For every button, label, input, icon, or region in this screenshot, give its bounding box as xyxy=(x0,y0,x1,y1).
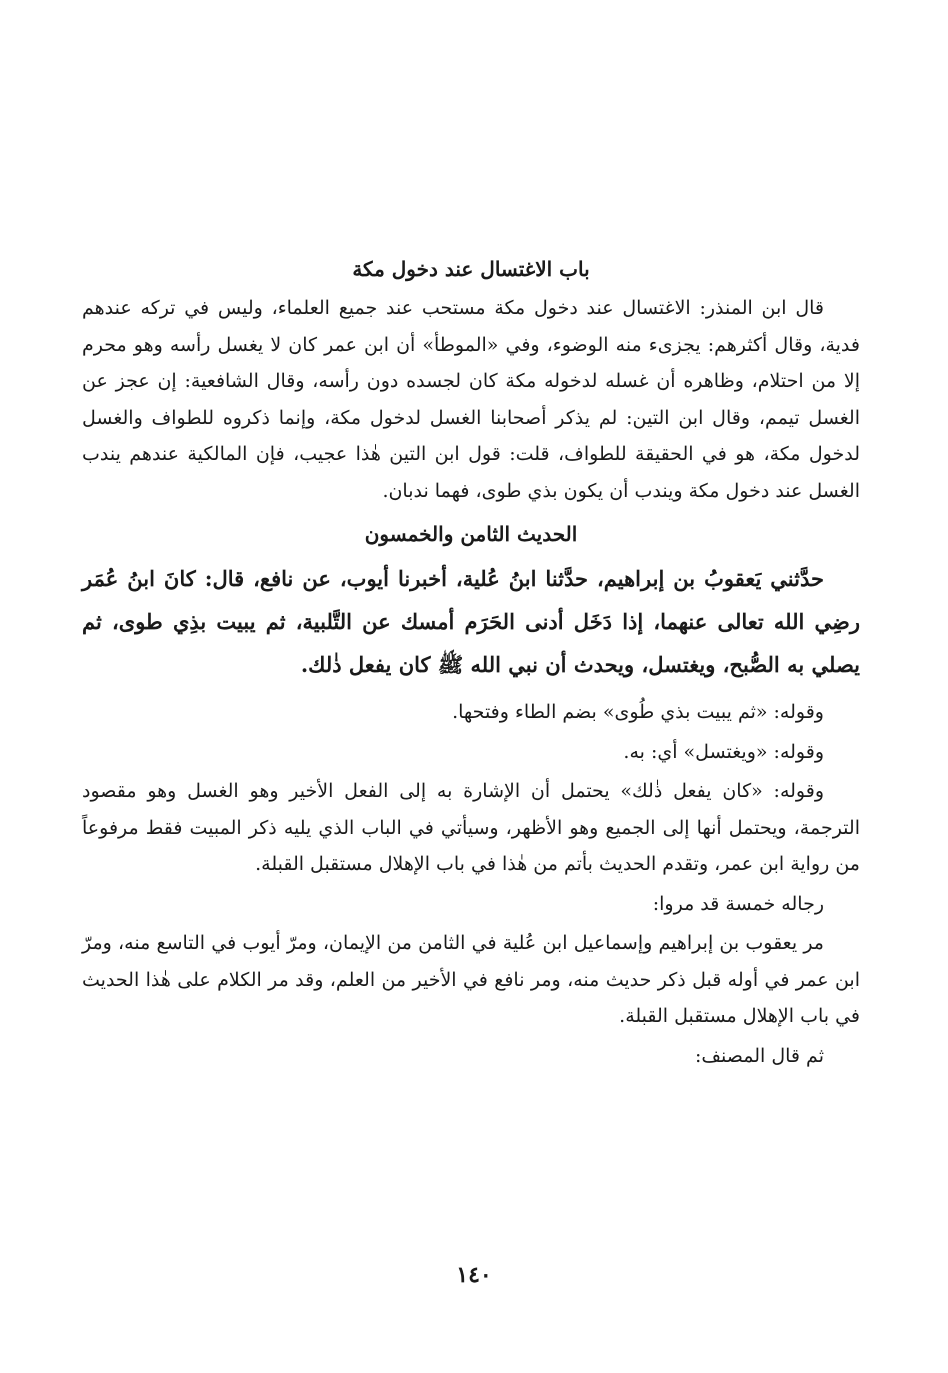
chapter-heading: باب الاغتسال عند دخول مكة xyxy=(352,257,590,281)
hadith-text: حدَّثني يَعقوبُ بن إبراهيم، حدَّثنا ابنُ عُلية، أخبرنا أيوب، عن نافع، قال: كانَ ابنُ عُمَر رضِي الله تعالى عنهما، إذا دَخَل أدنى الحَرَم أمسك عن التَّلبية، ثم يبيت بذِي طوى، ثم يصلي به الصُّبح، ويغتسل، ويحدث أن نبي الله ﷺ كان يفعل ذٰلك. xyxy=(82,566,860,677)
page-body xyxy=(82,252,860,1074)
narrators-heading: رجاله خمسة قد مروا: xyxy=(652,892,824,915)
note-kana-yafal: وقوله: «كان يفعل ذٰلك» يحتمل أن الإشارة به إلى الفعل الأخير وهو الغسل وهو مقصود الترجمة، ويحتمل أنها إلى الجميع وهو الأظهر، وسيأتي في الباب الذي يليه ذكر المبيت فقط مرفوعاً من رواية ابن عمر، وتقدم الحديث بأتم من هٰذا في باب الإهلال مستقبل القبلة. xyxy=(82,780,860,875)
page-number: ١٤٠ xyxy=(456,1262,492,1288)
closing-line: ثم قال المصنف: xyxy=(694,1044,824,1067)
hadith-heading: الحديث الثامن والخمسون xyxy=(364,522,578,546)
note-tuwa: وقوله: «ثم يبيت بذي طُوى» بضم الطاء وفتحها. xyxy=(452,701,824,723)
narrators-paragraph: مر يعقوب بن إبراهيم وإسماعيل ابن عُلية في الثامن من الإيمان، ومرّ أيوب في التاسع منه، ومرّ ابن عمر في أوله قبل ذكر حديث منه، ومر نافع في الأخير من العلم، وقد مر الكلام على هٰذا الحديث في باب الإهلال مستقبل القبلة. xyxy=(82,932,860,1027)
note-yaghtasil: وقوله: «ويغتسل» أي: به. xyxy=(623,740,824,763)
intro-paragraph: قال ابن المنذر: الاغتسال عند دخول مكة مستحب عند جميع العلماء، وليس في تركه عندهم فدية، وقال أكثرهم: يجزىء منه الوضوء، وفي «الموطأ» أن ابن عمر كان لا يغسل رأسه وهو محرم إلا من احتلام، وظاهره أن غسله لدخوله مكة كان لجسده دون رأسه، وقال الشافعية: إن عجز عن الغسل تيمم، وقال ابن التين: لم يذكر أصحابنا الغسل لدخول مكة، وإنما ذكروه للطواف والغسل لدخول مكة، هو في الحقيقة للطواف، قلت: قول ابن التين هٰذا عجيب، فإن المالكية عندهم يندب الغسل عند دخول مكة ويندب أن يكون بذي طوى، فهما ندبان. xyxy=(82,297,860,502)
